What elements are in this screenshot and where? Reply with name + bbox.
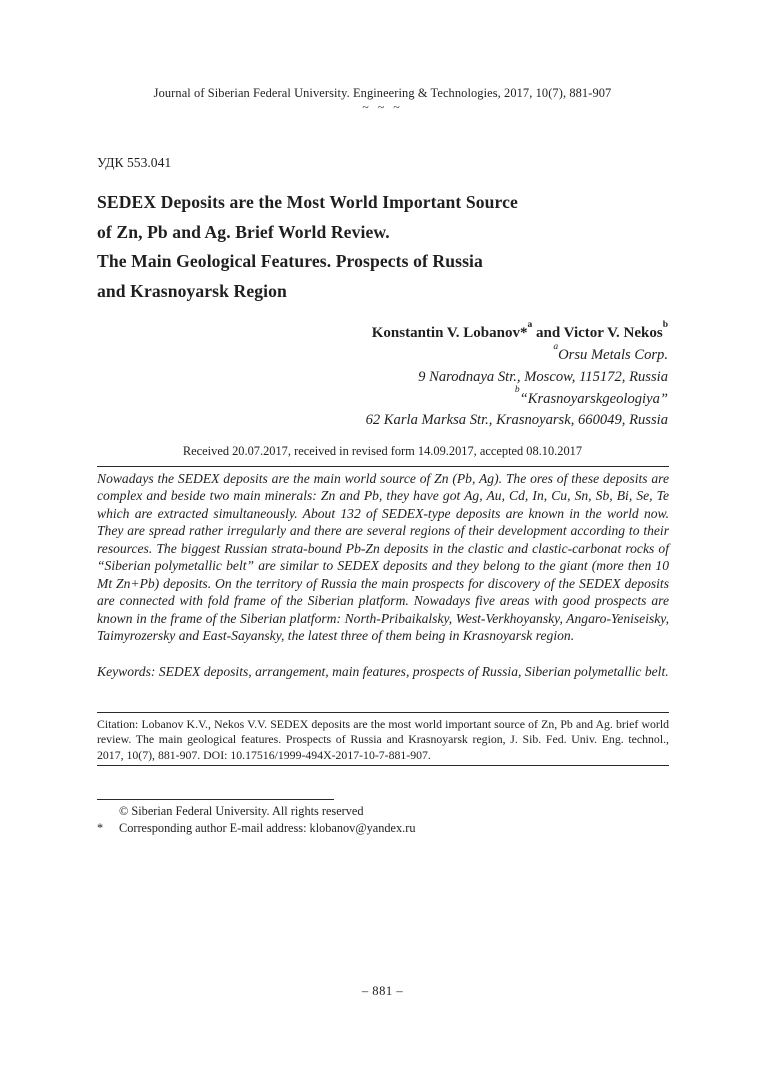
author-2-name: Victor V. Nekos xyxy=(563,325,663,341)
journal-header-line: Journal of Siberian Federal University. Engineering & Technologies, 2017, 10(7), 881-907 xyxy=(153,86,612,100)
page-number: – 881 – xyxy=(361,984,404,998)
author-2-affiliation-mark: b xyxy=(662,319,668,330)
article-title-line-4: and Krasnoyarsk Region xyxy=(97,280,287,301)
citation-paragraph: Citation: Lobanov K.V., Nekos V.V. SEDEX deposits are the most world important source of Zn, Pb and Ag. brief world review. The main geological features. Prospects of Russia and Krasnoyarsk region, J. Sib. Fed. Univ. Eng. technol., 2017, 10(7), 881-907. DOI: 10.17516/1999-494X-2017-10-7-881-907. xyxy=(97,717,669,762)
received-dates-line: Received 20.07.2017, received in revised form 14.09.2017, accepted 08.10.2017 xyxy=(182,444,583,458)
affiliation-2-name: $^b$“Krasnoyarskgeologiya” xyxy=(514,385,668,407)
header-tilde-separator: ~ ~ ~ xyxy=(362,100,403,114)
article-title xyxy=(97,188,677,306)
affiliation-1-mark: a xyxy=(553,341,559,352)
corresponding-author-text: Corresponding author E-mail address: klobanov@yandex.ru xyxy=(119,821,416,835)
author-connector: and xyxy=(532,325,564,341)
divider-above-abstract xyxy=(97,466,669,467)
keywords-paragraph: Keywords: SEDEX deposits, arrangement, main features, prospects of Russia, Siberian polymetallic belt. xyxy=(97,664,669,679)
copyright-line: © Siberian Federal University. All rights reserved xyxy=(119,804,364,818)
article-title-line-1: SEDEX Deposits are the Most World Important Source xyxy=(97,192,518,212)
corresponding-author-line xyxy=(97,820,415,837)
authors-block xyxy=(97,321,668,432)
article-title-line-3: The Main Geological Features. Prospects of Russia xyxy=(97,251,483,272)
author-names xyxy=(97,321,668,345)
affiliation-2-mark: b xyxy=(514,385,520,396)
article-title-line-2: of Zn, Pb and Ag. Brief World Review. xyxy=(97,221,390,242)
abstract-paragraph: Nowadays the SEDEX deposits are the main world source of Zn (Pb, Ag). The ores of these deposits are complex and beside two main minerals: Zn and Pb, they have got Ag, Au, Cd, In, Cu, Sn, Sb, Bi, Se, Te which are extracted simultaneously. About 132 of SEDEX-type deposits are known in the world now. They are spread rather irregularly and there are several regions of their development according to their resources. The biggest Russian strata-bound Pb-Zn deposits in the clastic and clastic-carbonat rocks of “Siberian polymetallic belt” are similar to SEDEX deposits and they belong to the giant (more then 10 Mt Zn+Pb) deposits. On the territory of Russia the main prospects for discovery of the SEDEX deposits are connected with fold frame of the Siberian platform. Nowadays five areas with good prospects are known in the frame of the Siberian platform: North-Pribaikalsky, West-Verkhoyansky, Angaro-Yeniseisky, Taimyrozersky and East-Sayansky, the latest three of them being in Krasnoyarsk region. xyxy=(97,471,669,644)
udc-code: УДК 553.041 xyxy=(97,155,172,170)
affiliation-1-name: $^a$Orsu Metals Corp. xyxy=(553,341,668,363)
footnote-rule xyxy=(97,799,334,800)
divider-above-citation xyxy=(97,712,669,713)
divider-below-citation xyxy=(97,765,669,766)
author-1-name: Konstantin V. Lobanov* xyxy=(371,325,528,341)
footnote-asterisk: * xyxy=(97,821,104,835)
affiliation-2-address: 62 Karla Marksa Str., Krasnoyarsk, 660049, Russia xyxy=(365,412,668,429)
author-1-affiliation-mark: a xyxy=(527,319,533,330)
affiliation-1-address: 9 Narodnaya Str., Moscow, 115172, Russia xyxy=(418,368,668,385)
